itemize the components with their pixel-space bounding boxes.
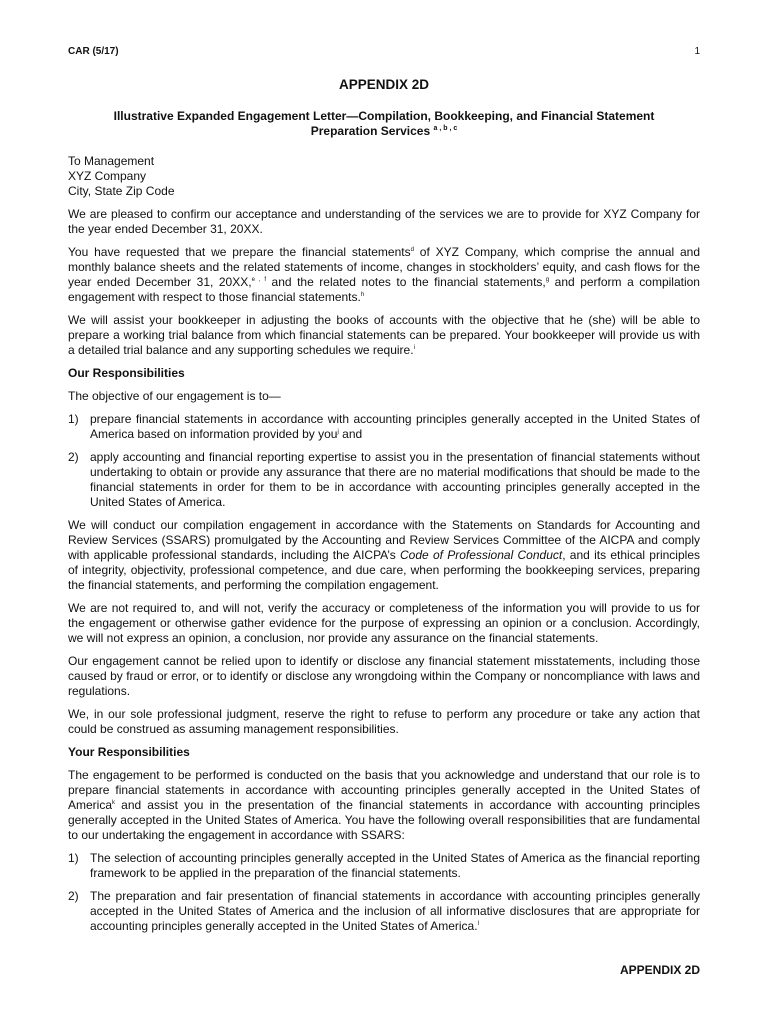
paragraph-request-c: and the related notes to the financial statements,	[265, 275, 546, 289]
list-item-number: 1)	[68, 851, 79, 865]
footnote-ref-d: d	[410, 247, 414, 253]
list-item-number: 1)	[68, 412, 79, 426]
paragraph-request-d: and perform a compilation engagement with respect to those financial statements.	[68, 275, 700, 304]
paragraph-no-verification: We are not required to, and will not, verify the accuracy or completeness of the information you will provide to us for the engagement or otherwise gather evidence for the purpose of expressing an opinion or a conclusion. Accordingly, we will not express an opinion, a conclusion, nor provide any assurance on the financial statements.	[68, 601, 700, 645]
paragraph-request	[68, 245, 700, 305]
address-line-2: XYZ Company	[68, 169, 147, 183]
list-item	[68, 851, 700, 881]
code-of-conduct-title: Code of Professional Conduct	[400, 548, 563, 562]
subtitle-text: Illustrative Expanded Engagement Letter—Compilation, Bookkeeping, and Financial Statement Preparation Services	[113, 109, 655, 138]
paragraph-bookkeeper	[68, 313, 700, 358]
paragraph-request-a: You have requested that we prepare the financial statements	[68, 245, 411, 259]
address-block	[68, 154, 700, 199]
list-item-1-text: prepare financial statements in accordance with accounting principles generally accepted in the United States of America based on information provided by you	[90, 412, 700, 441]
document-page	[68, 0, 700, 1024]
document-code: CAR (5/17)	[68, 46, 119, 57]
heading-our-responsibilities: Our Responsibilities	[68, 366, 185, 380]
list-item-1-tail: and	[338, 427, 363, 441]
list-item-text	[90, 412, 700, 442]
footnote-ref-i: i	[413, 345, 415, 351]
paragraph-judgment: We, in our sole professional judgment, reserve the right to refuse to perform any procedure or take any action that could be construed as assuming management responsibilities.	[68, 707, 700, 736]
footnote-ref-ef: e , f	[251, 277, 266, 283]
page-footer: APPENDIX 2D	[619, 963, 700, 977]
address-line-1: To Management	[68, 154, 155, 168]
footnote-ref-k: k	[112, 800, 116, 806]
letter-body	[68, 154, 700, 942]
footnote-ref-j: j	[337, 429, 339, 435]
list-item-number: 2)	[68, 450, 79, 464]
page-number: 1	[694, 46, 700, 57]
paragraph-misstatements: Our engagement cannot be relied upon to identify or disclose any financial statement misstatements, including those caused by fraud or error, or to identify or disclose any wrongdoing within the Company or noncompliance with laws and regulations.	[68, 654, 700, 698]
list-item	[68, 412, 700, 442]
paragraph-engagement-basis-a: The engagement to be performed is conducted on the basis that you acknowledge and understand that our role is to prepare financial statements in accordance with accounting principles generally accepted in the United States of America	[68, 768, 700, 812]
address-line-3: City, State Zip Code	[68, 184, 175, 198]
paragraph-confirmation: We are pleased to confirm our acceptance and understanding of the services we are to provide for XYZ Company for the year ended December 31, 20XX.	[68, 207, 700, 236]
paragraph-request-b: of XYZ Company, which comprise the annual and monthly balance sheets and the related statements of income, changes in stockholders’ equity, and cash flows for the year ended December 31, 20XX,	[68, 245, 701, 289]
responsibility-2-text: The preparation and fair presentation of financial statements in accordance with accounting principles generally accepted in the United States of America and the inclusion of all informative disclosures that are appropriate for accounting principles generally accepted in the United States of America.	[90, 889, 700, 933]
list-item	[68, 450, 700, 510]
subtitle-footnote-refs: a , b , c	[433, 125, 458, 132]
paragraph-engagement-basis	[68, 768, 700, 843]
heading-your-responsibilities: Your Responsibilities	[68, 745, 190, 759]
paragraph-bookkeeper-text: We will assist your bookkeeper in adjusting the books of accounts with the objective that he (she) will be able to prepare a working trial balance from which financial statements can be prepared. Your bookkeeper will provide us with a detailed trial balance and any supporting schedules we require.	[68, 313, 700, 357]
footnote-ref-h: h	[360, 292, 365, 298]
responsibility-1-text: The selection of accounting principles generally accepted in the United States of America as the financial reporting framework to be applied in the preparation of the financial statements.	[90, 851, 700, 880]
paragraph-ssars-b: , and its ethical principles of integrity, objectivity, professional competence, and due care, when performing the bookkeeping services, preparing the financial statements, and performing the compilation engagement.	[68, 548, 700, 592]
footnote-ref-g: g	[545, 277, 550, 283]
list-item-2-text: apply accounting and financial reporting expertise to assist you in the presentation of financial statements without undertaking to obtain or provide any assurance that there are no material modifications that should be made to the financial statements in order for them to be in accordance with accounting principles generally accepted in the United States of America.	[90, 450, 700, 509]
paragraph-engagement-basis-b: and assist you in the presentation of the financial statements in accordance with accounting principles generally accepted in the United States of America. You have the following overall responsibilities that are fundamental to our undertaking the engagement in accordance with SSARS:	[68, 798, 700, 842]
list-item-number: 2)	[68, 889, 79, 903]
document-subtitle	[108, 109, 660, 139]
paragraph-ssars-a: We will conduct our compilation engagement in accordance with the Statements on Standards for Accounting and Review Services (SSARS) promulgated by the Accounting and Review Services Committee of the AICPA and comply with applicable professional standards, including the AICPA’s	[68, 518, 700, 562]
footnote-ref-l: l	[477, 921, 479, 927]
page-title: APPENDIX 2D	[338, 77, 430, 92]
list-item	[68, 889, 700, 934]
paragraph-objective: The objective of our engagement is to—	[68, 389, 281, 403]
paragraph-ssars	[68, 518, 700, 593]
list-item-text	[90, 889, 700, 934]
